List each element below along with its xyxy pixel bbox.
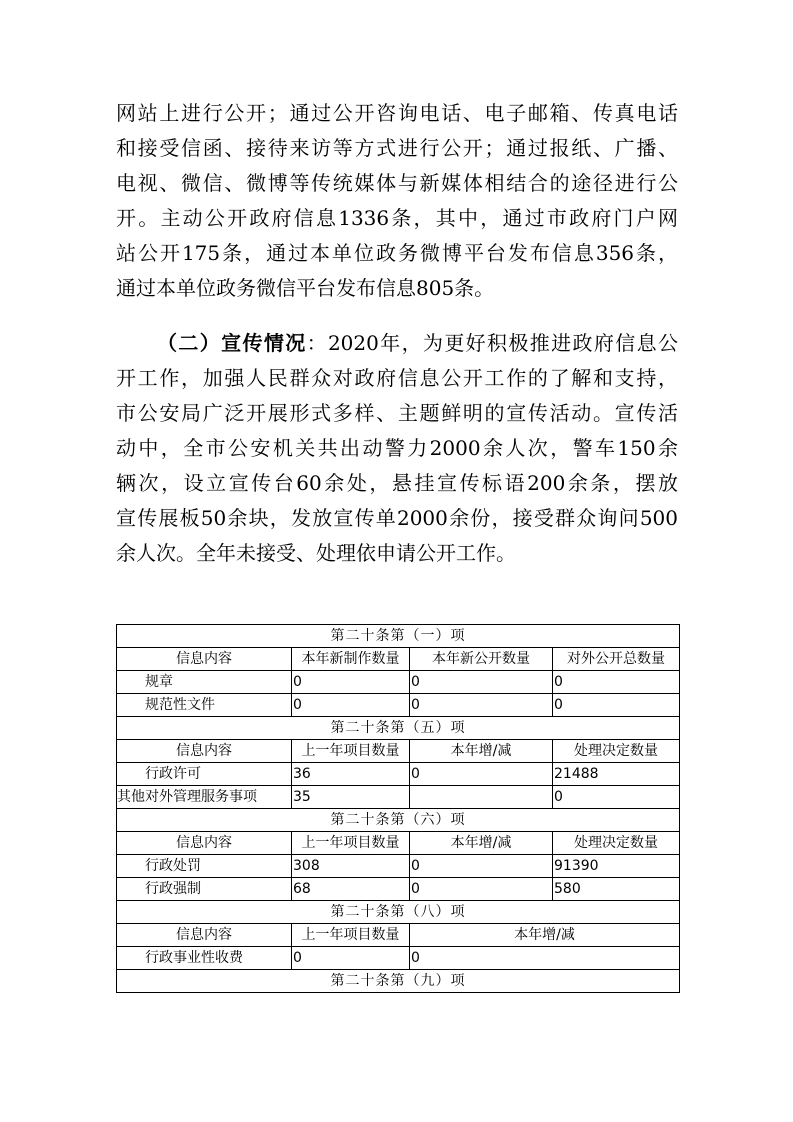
column-header: 信息内容 (117, 832, 292, 855)
paragraph-publication-channels (116, 96, 678, 306)
table-row (117, 786, 680, 809)
column-header: 信息内容 (117, 740, 292, 763)
table-cell: 36 (292, 763, 410, 786)
text-line: 开工作，加强人民群众对政府信息公开工作的了解和支持， (116, 366, 678, 390)
text-line: 宣传展板50余块，发放宣传单2000余份，接受群众询问500 (116, 506, 678, 530)
column-header: 上一年项目数量 (292, 924, 410, 947)
table-cell: 0 (410, 671, 553, 694)
text-line (116, 326, 678, 361)
row-label: 行政强制 (117, 878, 292, 901)
table-cell: 0 (410, 855, 553, 878)
column-header: 信息内容 (117, 648, 292, 671)
column-header: 本年新公开数量 (410, 648, 553, 671)
paragraph-publicity (116, 326, 678, 571)
text-line: 网站上进行公开；通过公开咨询电话、电子邮箱、传真电话 (116, 101, 678, 125)
section-title: 第二十条第（六）项 (117, 809, 680, 832)
text-line: 通过本单位政务微信平台发布信息805条。 (116, 276, 495, 300)
table-row (117, 878, 680, 901)
table-header-row (117, 740, 680, 763)
column-header: 信息内容 (117, 924, 292, 947)
table-cell: 0 (410, 878, 553, 901)
row-label: 规章 (117, 671, 292, 694)
row-label: 行政事业性收费 (117, 947, 292, 970)
text-line: 余人次。全年未接受、处理依申请公开工作。 (116, 541, 516, 565)
table-cell (410, 786, 553, 809)
table-row (117, 694, 680, 717)
table-cell: 0 (553, 694, 680, 717)
text-line: 辆次，设立宣传台60余处，悬挂宣传标语200余条，摆放 (116, 471, 678, 495)
section-title: 第二十条第（一）项 (117, 625, 680, 648)
section-title: 第二十条第（八）项 (117, 901, 680, 924)
table-section-row (117, 625, 680, 648)
text-line: 开。主动公开政府信息1336条，其中，通过市政府门户网 (116, 206, 678, 230)
row-label: 行政许可 (117, 763, 292, 786)
table-cell: 0 (292, 947, 410, 970)
table-header-row (117, 648, 680, 671)
column-header: 本年增/减 (410, 832, 553, 855)
section-title: 第二十条第（五）项 (117, 717, 680, 740)
disclosure-table (116, 624, 680, 993)
section-title: 第二十条第（九）项 (117, 970, 680, 993)
table-row (117, 763, 680, 786)
column-header: 上一年项目数量 (292, 740, 410, 763)
table-cell: 0 (553, 786, 680, 809)
table-cell: 308 (292, 855, 410, 878)
table-cell: 68 (292, 878, 410, 901)
row-label: 其他对外管理服务事项 (117, 786, 292, 809)
table-header-row (117, 924, 680, 947)
column-header: 处理决定数量 (553, 740, 680, 763)
table-cell: 0 (292, 671, 410, 694)
column-header: 本年新制作数量 (292, 648, 410, 671)
column-header: 本年增/减 (410, 924, 680, 947)
text-line: 和接受信函、接待来访等方式进行公开；通过报纸、广播、 (116, 136, 678, 160)
text-line: 电视、微信、微博等传统媒体与新媒体相结合的途径进行公 (116, 171, 678, 195)
text-line: 站公开175条，通过本单位政务微博平台发布信息356条， (116, 241, 678, 265)
row-label: 行政处罚 (117, 855, 292, 878)
table-cell: 0 (410, 947, 680, 970)
column-header: 本年增/减 (410, 740, 553, 763)
table-cell: 0 (292, 694, 410, 717)
table-section-row (117, 970, 680, 993)
table-cell: 0 (410, 763, 553, 786)
column-header: 对外公开总数量 (553, 648, 680, 671)
table-cell: 0 (410, 694, 553, 717)
section-heading: （二）宣传情况 (157, 331, 307, 355)
table-row (117, 947, 680, 970)
table-row (117, 671, 680, 694)
row-label: 规范性文件 (117, 694, 292, 717)
text-line: 市公安局广泛开展形式多样、主题鲜明的宣传活动。宣传活 (116, 401, 678, 425)
table-section-row (117, 901, 680, 924)
table-section-row (117, 809, 680, 832)
text-fragment: ：2020年，为更好积极推进政府信息公 (306, 331, 678, 355)
text-line: 动中，全市公安机关共出动警力2000余人次，警车150余 (116, 436, 678, 460)
table-section-row (117, 717, 680, 740)
table-row (117, 855, 680, 878)
table-header-row (117, 832, 680, 855)
table-cell: 21488 (553, 763, 680, 786)
column-header: 上一年项目数量 (292, 832, 410, 855)
table-cell: 0 (553, 671, 680, 694)
table-cell: 35 (292, 786, 410, 809)
table-cell: 91390 (553, 855, 680, 878)
column-header: 处理决定数量 (553, 832, 680, 855)
table-cell: 580 (553, 878, 680, 901)
